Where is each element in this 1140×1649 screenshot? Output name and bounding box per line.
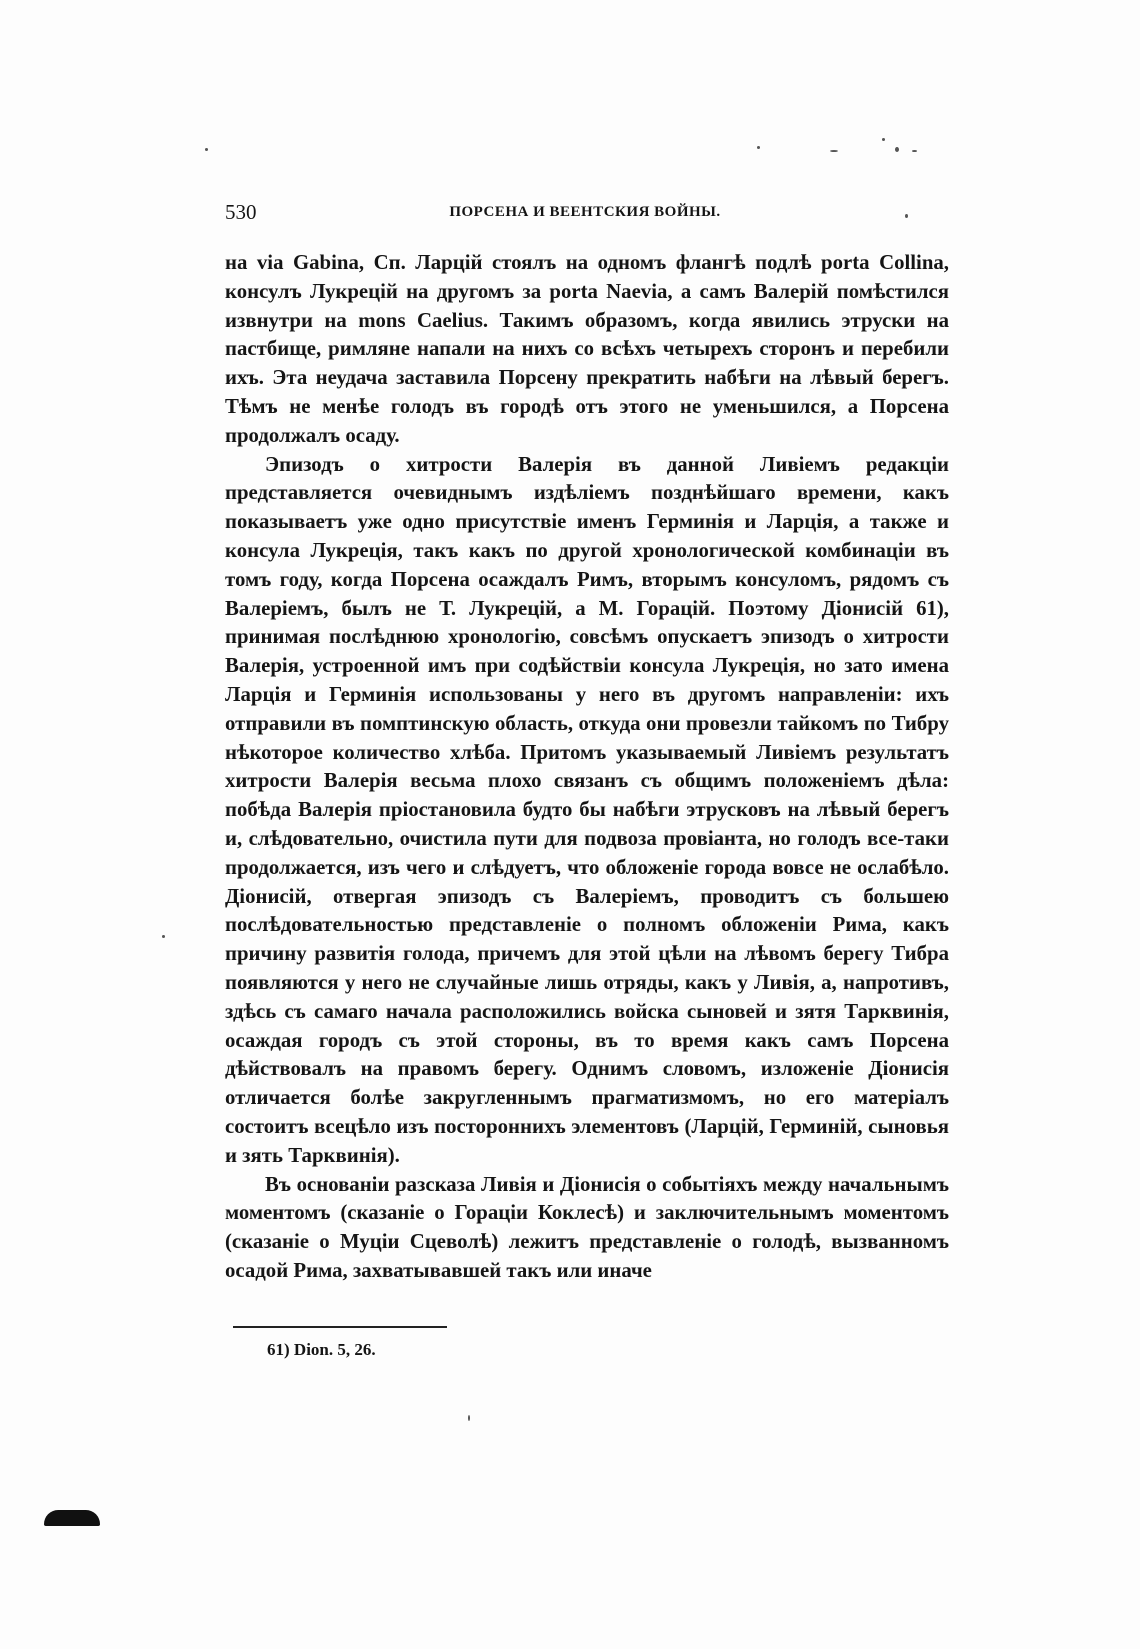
scan-speck [757,146,760,149]
page-header [225,200,945,230]
scan-speck [205,148,208,151]
scan-speck [912,150,917,152]
footnote-divider [233,1326,447,1328]
scan-speck [830,150,838,152]
paragraph-2: Эпизодъ о хитрости Валерія въ данной Ливіемъ редакціи представляется очевиднымъ издѣліемъ позднѣйшаго времени, какъ показываетъ уже одно присутствіе именъ Герминія и Ларція, а также и консула Лукреція, такъ какъ по другой хронологической комбинаціи въ томъ году, когда Порсена осаждалъ Римъ, вторымъ консуломъ, рядомъ съ Валеріемъ, былъ не Т. Лукрецій, а М. Горацій. Поэтому Діонисій 61), принимая послѣднюю хронологію, совсѣмъ опускаетъ эпизодъ о хитрости Валерія, устроенной имъ при содѣйствіи консула Лукреція, но зато имена Ларція и Герминія использованы у него въ другомъ направленіи: ихъ отправили въ помптинскую область, откуда они провезли тайкомъ по Тибру нѣкоторое количество хлѣба. Притомъ указываемый Ливіемъ результатъ хитрости Валерія весьма плохо связанъ съ общимъ положеніемъ дѣла: побѣда Валерія пріостановила будто бы набѣги этрусковъ на лѣвый берегъ и, слѣдовательно, очистила пути для подвоза провіанта, но голодъ все-таки продолжается, изъ чего и слѣдуетъ, что обложеніе города вовсе не ослабѣло. Діонисій, отвергая эпизодъ съ Валеріемъ, проводитъ съ большею послѣдовательностью представленіе о полномъ обложеніи Рима, какъ причину развитія голода, причемъ для этой цѣли на лѣвомъ берегу Тибра появляются у него не случайные лишь отряды, какъ у Ливія, а, напротивъ, здѣсь съ самаго начала расположились войска сыновей и зятя Тарквинія, осаждая городъ съ этой стороны, въ то время какъ самъ Порсена дѣйствовалъ на правомъ берегу. Однимъ словомъ, изложеніе Діонисія отличается болѣе закругленнымъ прагматизмомъ, но его матеріалъ состоитъ всецѣло изъ постороннихъ элементовъ (Ларцій, Герминій, сыновья и зять Тарквинія). [225,452,949,1167]
page-number: 530 [225,200,257,224]
scan-speck [468,1415,470,1421]
scan-speck [895,147,899,152]
scan-speck [162,935,165,938]
paragraph-3: Въ основаніи разсказа Ливія и Діонисія о событіяхъ между начальнымъ моментомъ (сказаніе о Гораціи Коклесѣ) и заключительнымъ моментомъ (сказаніе о Муціи Сцеволѣ) лежитъ представленіе о голодѣ, вызванномъ осадой Рима, захватывавшей такъ или иначе [225,1172,949,1282]
ink-blot [44,1510,100,1526]
footnote: 61) Dion. 5, 26. [267,1340,376,1359]
paragraph-1: на via Gabina, Сп. Ларцій стоялъ на одномъ флангѣ подлѣ porta Collina, консулъ Лукрецій на другомъ за porta Naevia, а самъ Валерій помѣстился извнутри на mons Caelius. Такимъ образомъ, когда явились этруски на пастбище, римляне напали на нихъ со всѣхъ четырехъ сторонъ и перебили ихъ. Эта неудача заставила Порсену прекратить набѣги на лѣвый берегъ. Тѣмъ не менѣе голодъ въ городѣ отъ этого не уменьшился, а Порсена продолжалъ осаду. [225,251,949,447]
scan-speck [882,138,885,141]
running-title: ПОРСЕНА И ВЕЕНТСКИЯ ВОЙНЫ. [449,204,721,220]
scan-speck [905,214,908,218]
body-text [225,249,949,1286]
